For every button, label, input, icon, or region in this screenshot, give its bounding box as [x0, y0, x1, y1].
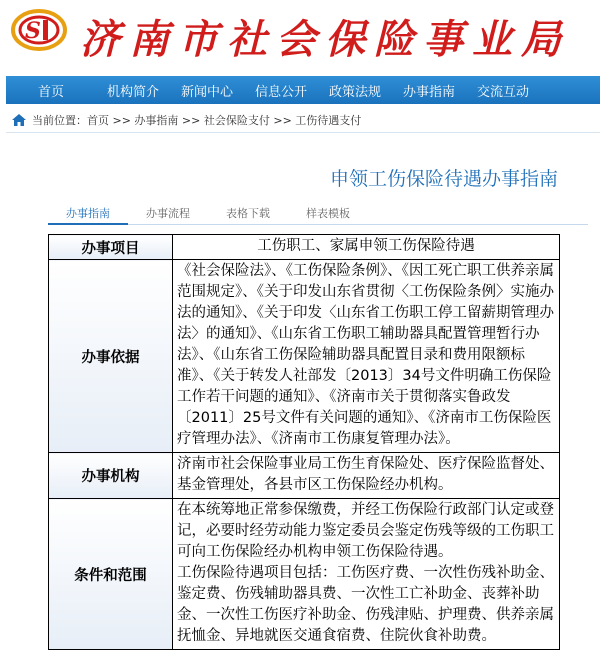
table-row	[49, 260, 560, 453]
tab-bar	[48, 198, 588, 225]
nav-item-guide[interactable]: 办事指南	[402, 84, 455, 100]
tab-guide[interactable]: 办事指南	[48, 198, 128, 225]
guide-table	[48, 234, 560, 650]
nav-item-policy[interactable]: 政策法规	[328, 84, 381, 100]
conditions-text: 在本统筹地正常参保缴费，并经工伤保险行政部门认定或登记，必要时经劳动能力鉴定委员会鉴定伤残等级的工伤职工可向工伤保险经办机构申领工伤保险待遇。	[177, 502, 554, 560]
row-content	[173, 499, 560, 650]
divider	[6, 132, 600, 133]
breadcrumb	[12, 112, 361, 128]
row-label: 办事项目	[49, 235, 173, 260]
table-row	[49, 499, 560, 650]
row-label: 条件和范围	[49, 499, 173, 650]
tab-process[interactable]: 办事流程	[146, 207, 190, 220]
site-header	[0, 0, 600, 70]
row-content: 济南市社会保险事业局工伤生育保险处、医疗保险监督处、基金管理处，各县市区工伤保险经办机构。	[173, 453, 560, 499]
nav-item-disclosure[interactable]: 信息公开	[254, 84, 307, 100]
svg-text:S: S	[25, 18, 41, 44]
site-title: 济南市社会保险事业局	[80, 16, 570, 63]
main-nav	[6, 76, 600, 104]
row-content: 工伤职工、家属申领工伤保险待遇	[173, 235, 560, 260]
social-insurance-logo-icon	[10, 8, 68, 52]
nav-item-news[interactable]: 新闻中心	[180, 84, 233, 100]
tab-templates[interactable]: 样表模板	[306, 207, 350, 220]
benefit-items-text: 工伤保险待遇项目包括：工伤医疗费、一次性伤残补助金、鉴定费、伤残辅助器具费、一次性工亡补助金、丧葬补助金、一次性工伤医疗补助金、伤残津贴、护理费、供养亲属抚恤金、异地就医交通食宿费、住院伙食补助费。	[177, 565, 554, 644]
row-content: 《社会保险法》、《工伤保险条例》、《因工死亡职工供养亲属范围规定》、《关于印发山东省贯彻〈工伤保险条例〉实施办法的通知》、《关于印发〈山东省工伤职工停工留薪期管理办法〉的通知》、《山东省工伤职工辅助器具配置管理暂行办法》、《山东省工伤保险辅助器具配置目录和费用限额标准》、《关于转发人社部发〔2013〕34号文件明确工伤保险工作若干问题的通知》、《济南市关于贯彻落实鲁政发〔2011〕25号文件有关问题的通知》、《济南市工伤保险医疗管理办法》、《济南市工伤康复管理办法》。	[173, 260, 560, 453]
nav-item-about[interactable]: 机构简介	[106, 84, 159, 100]
nav-item-interaction[interactable]: 交流互动	[476, 84, 529, 100]
table-row	[49, 453, 560, 499]
nav-item-home[interactable]: 首页	[37, 84, 64, 100]
row-label: 办事依据	[49, 260, 173, 453]
home-icon	[12, 114, 26, 126]
tab-forms[interactable]: 表格下载	[226, 207, 270, 220]
breadcrumb-text[interactable]: 当前位置：首页 >> 办事指南 >> 社会保险支付 >> 工伤待遇支付	[32, 114, 362, 127]
table-row	[49, 235, 560, 260]
row-label: 办事机构	[49, 453, 173, 499]
page-title: 申领工伤保险待遇办事指南	[329, 168, 558, 190]
